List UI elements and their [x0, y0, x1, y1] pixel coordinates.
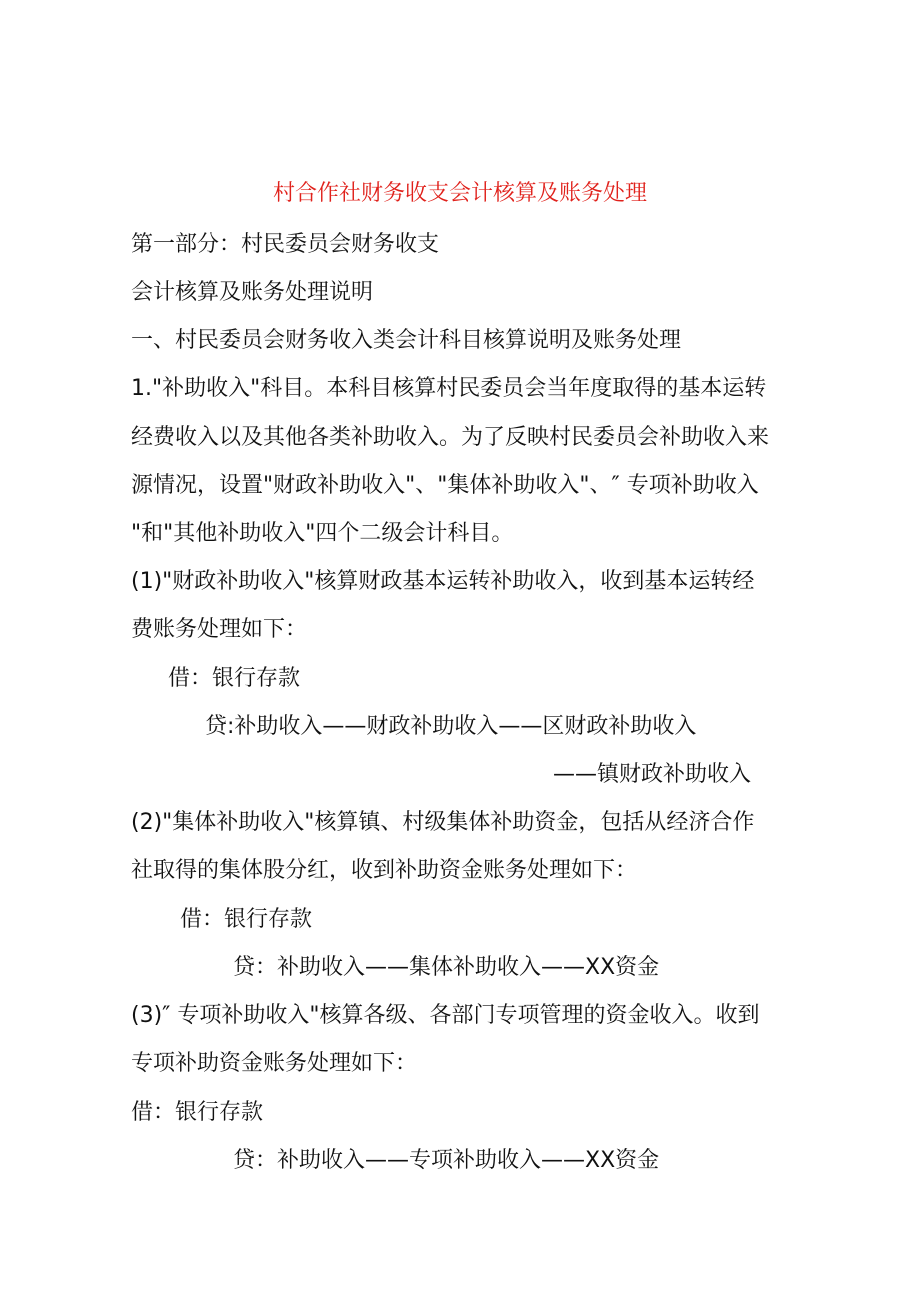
debit-entry: 借：银行存款	[131, 1100, 264, 1125]
paragraph-line: (2)"集体补助收入"核算镇、村级集体补助资金，包括从经济合作	[131, 810, 755, 835]
document-title: 村合作社财务收支会计核算及账务处理	[272, 181, 647, 206]
part-heading: 第一部分：村民委员会财务收支	[131, 232, 440, 257]
paragraph-line: (1)"财政补助收入"核算财政基本运转补助收入，收到基本运转经	[131, 569, 755, 594]
paragraph-line: (3)″ 专项补助收入"核算各级、各部门专项管理的资金收入。收到	[131, 1003, 760, 1028]
paragraph-line: 经费收入以及其他各类补助收入。为了反映村民委员会补助收入来	[131, 425, 770, 450]
credit-entry: 贷：补助收入——集体补助收入——XX资金	[233, 955, 660, 980]
credit-entry: 贷：补助收入——专项补助收入——XX资金	[233, 1148, 660, 1173]
paragraph-line: 费账务处理如下：	[131, 617, 308, 642]
section-heading: 一、村民委员会财务收入类会计科目核算说明及账务处理	[131, 328, 682, 353]
debit-entry: 借：银行存款	[168, 666, 301, 691]
paragraph-line: 1."补助收入"科目。本科目核算村民委员会当年度取得的基本运转	[131, 376, 767, 401]
paragraph-line: 源情况，设置"财政补助收入"、"集体补助收入"、″ 专项补助收入	[131, 473, 759, 498]
credit-entry: 贷:补助收入——财政补助收入——区财政补助收入	[205, 714, 697, 739]
paragraph-line: "和"其他补助收入"四个二级会计科目。	[131, 521, 514, 546]
credit-entry-sub: ——镇财政补助收入	[553, 762, 752, 787]
part-subheading: 会计核算及账务处理说明	[131, 280, 374, 305]
debit-entry: 借：银行存款	[180, 907, 313, 932]
paragraph-line: 社取得的集体股分红，收到补助资金账务处理如下：	[131, 858, 638, 883]
paragraph-line: 专项补助资金账务处理如下：	[131, 1051, 418, 1076]
